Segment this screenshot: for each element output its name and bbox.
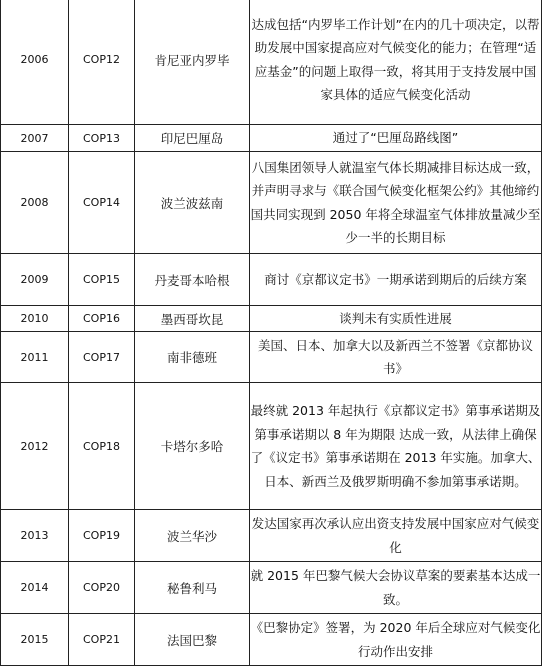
cop-cell: COP17 <box>69 332 135 383</box>
year-cell: 2008 <box>1 152 69 254</box>
year-cell: 2007 <box>1 125 69 152</box>
cop-cell: COP13 <box>69 125 135 152</box>
outcome-cell: 商讨《京都议定书》一期承诺到期后的后续方案 <box>250 254 542 306</box>
cop-cell: COP12 <box>69 0 135 125</box>
city-cell: 印尼巴厘岛 <box>135 125 250 152</box>
year-cell: 2010 <box>1 306 69 332</box>
table-row <box>1 125 542 152</box>
year-cell: 2014 <box>1 562 69 614</box>
city-cell: 丹麦哥本哈根 <box>135 254 250 306</box>
outcome-cell: 就 2015 年巴黎气候大会协议草案的要素基本达成一致。 <box>250 562 542 614</box>
table-row <box>1 0 542 125</box>
year-cell: 2015 <box>1 614 69 666</box>
outcome-cell: 八国集团领导人就温室气体长期减排目标达成一致，并声明寻求与《联合国气候变化框架公约》其他缔约国共同实现到 2050 年将全球温室气体排放量减少至少一半的长期目标 <box>250 152 542 254</box>
cop-cell: COP20 <box>69 562 135 614</box>
city-cell: 南非德班 <box>135 332 250 383</box>
table-row <box>1 306 542 332</box>
city-cell: 卡塔尔多哈 <box>135 383 250 510</box>
cop-cell: COP15 <box>69 254 135 306</box>
cop-cell: COP14 <box>69 152 135 254</box>
year-cell: 2009 <box>1 254 69 306</box>
outcome-cell: 最终就 2013 年起执行《京都议定书》第事承诺期及第事承诺期以 8 年为期限 达成一致，从法律上确保了《议定书》第事承诺期在 2013 年实施。加拿大、 日本、新西兰及俄罗斯明确不参加第事承诺期。 <box>250 383 542 510</box>
outcome-cell: 通过了“巴厘岛路线图” <box>250 125 542 152</box>
outcome-cell: 谈判未有实质性进展 <box>250 306 542 332</box>
outcome-cell: 《巴黎协定》签署，为 2020 年后全球应对气候变化行动作出安排 <box>250 614 542 666</box>
city-cell: 波兰波兹南 <box>135 152 250 254</box>
cop-cell: COP16 <box>69 306 135 332</box>
cop-cell: COP21 <box>69 614 135 666</box>
outcome-cell: 达成包括“内罗毕工作计划”在内的几十项决定，以帮助发展中国家提高应对气候变化的能力；在管理“适应基金”的问题上取得一致，将其用于支持发展中国家具体的适应气候变化活动 <box>250 0 542 125</box>
table-row <box>1 383 542 510</box>
city-cell: 法国巴黎 <box>135 614 250 666</box>
cop-cell: COP18 <box>69 383 135 510</box>
table-row <box>1 332 542 383</box>
table-row <box>1 152 542 254</box>
table-row <box>1 614 542 666</box>
city-cell: 墨西哥坎昆 <box>135 306 250 332</box>
outcome-cell: 美国、日本、加拿大以及新西兰不签署《京都协议书》 <box>250 332 542 383</box>
table-row <box>1 254 542 306</box>
city-cell: 波兰华沙 <box>135 510 250 562</box>
city-cell: 秘鲁利马 <box>135 562 250 614</box>
table-body <box>1 0 542 666</box>
year-cell: 2006 <box>1 0 69 125</box>
cop-cell: COP19 <box>69 510 135 562</box>
city-cell: 肯尼亚内罗毕 <box>135 0 250 125</box>
year-cell: 2013 <box>1 510 69 562</box>
year-cell: 2011 <box>1 332 69 383</box>
year-cell: 2012 <box>1 383 69 510</box>
table-row <box>1 510 542 562</box>
outcome-cell: 发达国家再次承认应出资支持发展中国家应对气候变化 <box>250 510 542 562</box>
table-row <box>1 562 542 614</box>
